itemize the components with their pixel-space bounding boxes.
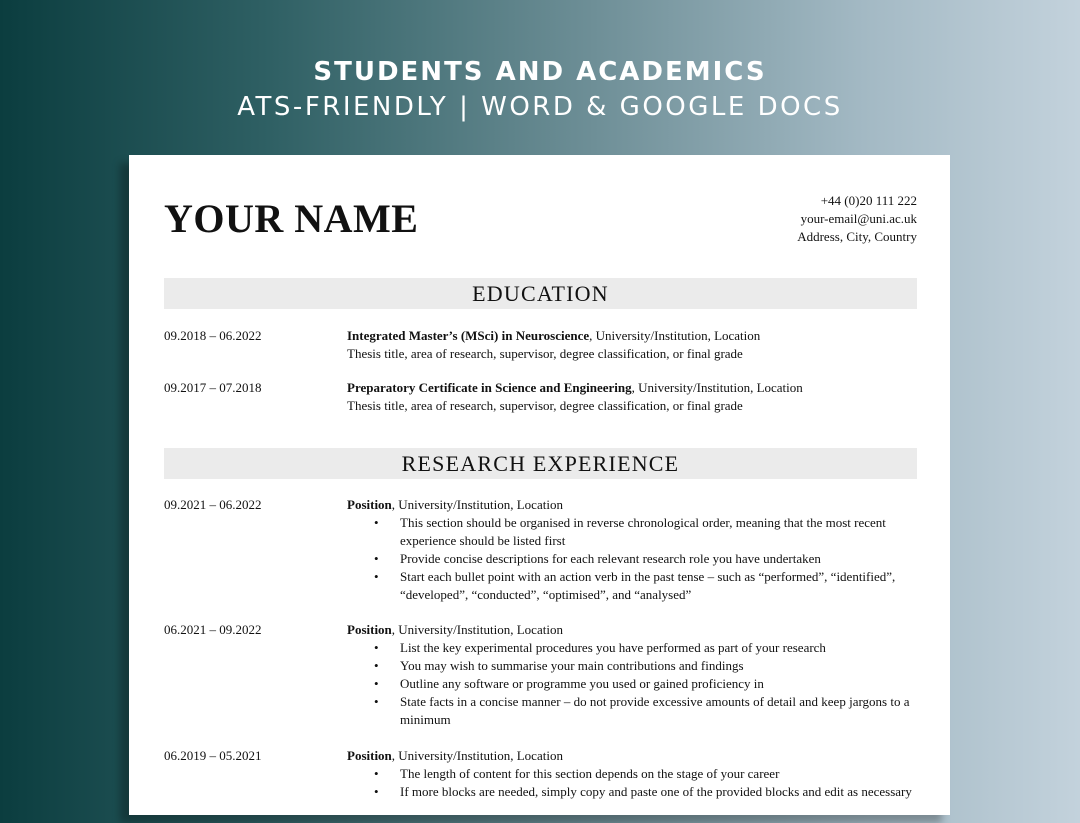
bullet-symbol: •: [374, 694, 379, 709]
contact-email: your-email@uni.ac.uk: [800, 211, 917, 226]
entry-position: Position: [347, 497, 392, 512]
entry-date: 09.2021 – 06.2022: [164, 497, 262, 512]
entry-institution: , University/Institution, Location: [391, 748, 563, 763]
bullet-item: [347, 639, 917, 657]
bullet-text: You may wish to summarise your main contributions and findings: [400, 658, 744, 673]
bullet-text: If more blocks are needed, simply copy and paste one of the provided blocks and edit as necessary: [400, 784, 912, 799]
bullet-text: The length of content for this section depends on the stage of your career: [400, 766, 780, 781]
entry-degree: Preparatory Certificate in Science and Engineering: [347, 380, 632, 395]
entry-institution: , University/Institution, Location: [589, 328, 761, 343]
bullet-item: [347, 550, 917, 568]
entry-body: [347, 621, 917, 729]
entry-body: [347, 747, 917, 801]
entry-date: 06.2019 – 05.2021: [164, 748, 262, 763]
bullet-item: [347, 765, 917, 783]
research-header: RESEARCH EXPERIENCE: [164, 448, 917, 479]
bullet-text: State facts in a concise manner – do not provide excessive amounts of detail and keep jargons to a minimum: [400, 694, 910, 727]
bullet-symbol: •: [374, 658, 379, 673]
contact-phone: +44 (0)20 111 222: [820, 193, 917, 208]
bullet-item: [347, 693, 917, 729]
bullet-symbol: •: [374, 784, 379, 799]
entry-institution: , University/Institution, Location: [631, 380, 803, 395]
entry-details: Thesis title, area of research, supervisor, degree classification, or final grade: [347, 346, 743, 361]
entry-body: [347, 379, 917, 415]
contact-address: Address, City, Country: [797, 229, 917, 244]
resume-page: [129, 155, 950, 815]
bullet-item: [347, 675, 917, 693]
bullet-item: [347, 783, 917, 801]
bullet-text: Provide concise descriptions for each relevant research role you have undertaken: [400, 551, 821, 566]
bullet-item: [347, 514, 917, 550]
entry-date: 06.2021 – 09.2022: [164, 622, 262, 637]
bullet-text: Outline any software or programme you used or gained proficiency in: [400, 676, 764, 691]
banner-subtitle: ATS-FRIENDLY | WORD & GOOGLE DOCS: [237, 92, 843, 122]
education-header: EDUCATION: [164, 278, 917, 309]
bullet-list: [347, 765, 917, 801]
entry-institution: , University/Institution, Location: [391, 622, 563, 637]
entry-position: Position: [347, 622, 392, 637]
bullet-symbol: •: [374, 569, 379, 584]
banner-title: STUDENTS AND ACADEMICS: [313, 57, 767, 87]
bullet-item: [347, 657, 917, 675]
bullet-symbol: •: [374, 676, 379, 691]
entry-degree: Integrated Master’s (MSci) in Neuroscience: [347, 328, 590, 343]
entry-date: 09.2018 – 06.2022: [164, 328, 262, 343]
bullet-text: Start each bullet point with an action verb in the past tense – such as “performed”, “identified”, “developed”, “conducted”, “optimised”, and “analysed”: [400, 569, 896, 602]
resume-name: YOUR NAME: [164, 196, 419, 241]
bullet-text: This section should be organised in reverse chronological order, meaning that the most recent experience should be listed first: [400, 515, 886, 548]
entry-body: [347, 327, 917, 363]
contact-block: [797, 192, 917, 246]
bullet-symbol: •: [374, 551, 379, 566]
entry-date: 09.2017 – 07.2018: [164, 380, 262, 395]
bullet-symbol: •: [374, 515, 379, 530]
bullet-list: [347, 514, 917, 604]
banner: [0, 55, 1080, 125]
entry-details: Thesis title, area of research, supervisor, degree classification, or final grade: [347, 398, 743, 413]
bullet-symbol: •: [374, 766, 379, 781]
bullet-symbol: •: [374, 640, 379, 655]
entry-body: [347, 496, 917, 604]
bullet-item: [347, 568, 917, 604]
entry-institution: , University/Institution, Location: [391, 497, 563, 512]
bullet-list: [347, 639, 917, 729]
bullet-text: List the key experimental procedures you have performed as part of your research: [400, 640, 826, 655]
entry-position: Position: [347, 748, 392, 763]
